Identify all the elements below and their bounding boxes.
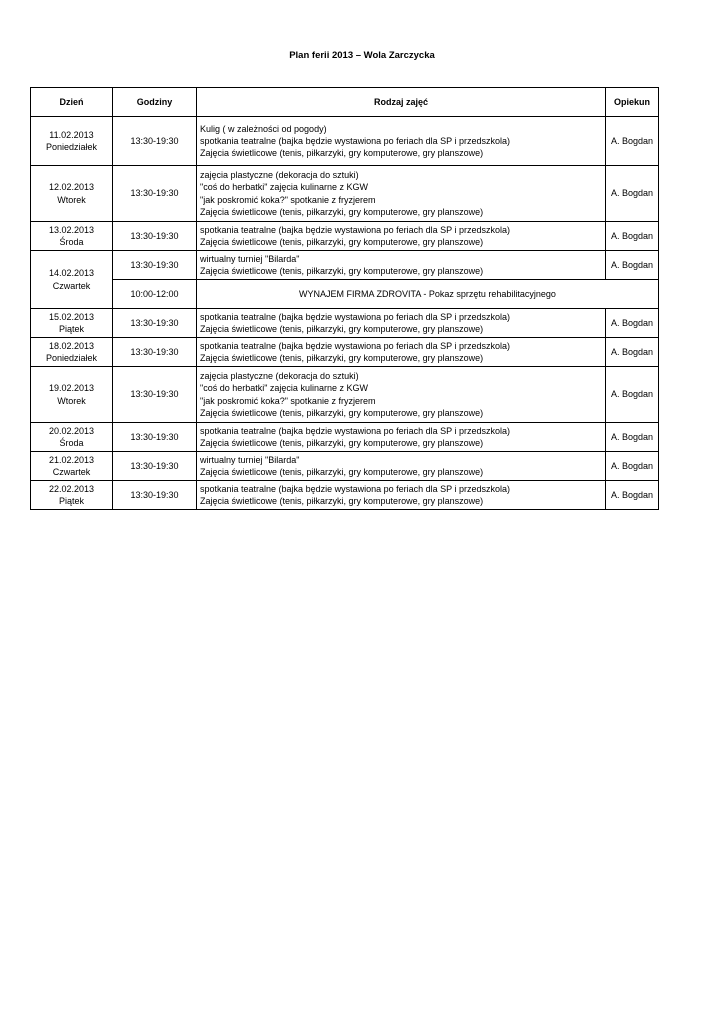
hours-cell: 13:30-19:30 — [113, 452, 197, 481]
activity-line: spotkania teatralne (bajka będzie wystawiona po feriach dla SP i przedszkola) — [200, 340, 511, 351]
guardian-cell: A. Bogdan — [606, 117, 659, 166]
weekday-text: Środa — [59, 438, 84, 448]
weekday-text: Wtorek — [57, 194, 86, 205]
date-text: 18.02.2013 — [48, 340, 95, 351]
day-cell — [31, 309, 113, 338]
activity-cell — [197, 251, 606, 280]
activity-line: zajęcia plastyczne (dekoracja do sztuki) — [200, 370, 359, 381]
table-row — [31, 481, 659, 510]
table-row — [31, 309, 659, 338]
hours-cell: 13:30-19:30 — [113, 251, 197, 280]
header-row — [31, 88, 659, 117]
table-row — [31, 338, 659, 367]
activity-line: "coś do herbatki" zajęcia kulinarne z KGW — [200, 383, 368, 394]
activity-line: spotkania teatralne (bajka będzie wystawiona po feriach dla SP i przedszkola) — [200, 425, 511, 436]
weekday-text: Środa — [59, 237, 84, 247]
activity-line: Zajęcia świetlicowe (tenis, piłkarzyki, gry komputerowe, gry planszowe) — [200, 324, 484, 334]
weekday-text: Piątek — [58, 496, 84, 506]
special-event-cell: WYNAJEM FIRMA ZDROVITA - Pokaz sprzętu rehabilitacyjnego — [197, 280, 659, 309]
activity-cell — [197, 423, 606, 452]
guardian-cell: A. Bogdan — [606, 452, 659, 481]
activity-cell — [197, 481, 606, 510]
column-header-guardian: Opiekun — [606, 88, 659, 117]
table-row — [31, 423, 659, 452]
activity-line: Zajęcia świetlicowe (tenis, piłkarzyki, gry komputerowe, gry planszowe) — [200, 496, 484, 506]
date-text: 22.02.2013 — [48, 483, 95, 494]
table-row — [31, 367, 659, 423]
activity-line: wirtualny turniej "Bilarda" — [200, 454, 300, 465]
activity-line: spotkania teatralne (bajka będzie wystawiona po feriach dla SP i przedszkola) — [200, 483, 511, 494]
date-text: 11.02.2013 — [49, 129, 94, 140]
weekday-text: Poniedziałek — [45, 142, 98, 152]
hours-cell: 13:30-19:30 — [113, 338, 197, 367]
day-cell — [31, 423, 113, 452]
activity-line: "jak poskromić koka?" spotkanie z fryzjerem — [200, 395, 376, 406]
weekday-text: Wtorek — [57, 395, 86, 406]
activity-line: zajęcia plastyczne (dekoracja do sztuki) — [200, 169, 359, 180]
day-cell — [31, 117, 113, 166]
activity-cell — [197, 117, 606, 166]
day-cell — [31, 251, 113, 309]
column-header-hours: Godziny — [113, 88, 197, 117]
date-text: 19.02.2013 — [48, 383, 95, 394]
activity-line: spotkania teatralne (bajka będzie wystawiona po feriach dla SP i przedszkola) — [200, 224, 511, 235]
guardian-cell: A. Bogdan — [606, 481, 659, 510]
table-row — [31, 222, 659, 251]
day-cell — [31, 166, 113, 222]
activity-line: spotkania teatralne (bajka będzie wystawiona po feriach dla SP i przedszkola) — [200, 135, 511, 146]
guardian-cell: A. Bogdan — [606, 423, 659, 452]
hours-cell: 13:30-19:30 — [113, 367, 197, 423]
day-cell — [31, 452, 113, 481]
table-row — [31, 251, 659, 280]
activity-line: "jak poskromić koka?" spotkanie z fryzjerem — [200, 194, 376, 205]
activity-line: "coś do herbatki" zajęcia kulinarne z KGW — [200, 182, 368, 193]
date-text: 21.02.2013 — [48, 454, 95, 465]
day-cell — [31, 338, 113, 367]
activity-cell — [197, 338, 606, 367]
guardian-cell: A. Bogdan — [606, 166, 659, 222]
hours-cell: 13:30-19:30 — [113, 423, 197, 452]
activity-line: wirtualny turniej "Bilarda" — [200, 253, 300, 264]
activity-cell — [197, 367, 606, 423]
activity-cell — [197, 452, 606, 481]
activity-line: Zajęcia świetlicowe (tenis, piłkarzyki, gry komputerowe, gry planszowe) — [200, 353, 484, 363]
column-header-activity: Rodzaj zajęć — [197, 88, 606, 117]
activity-line: Zajęcia świetlicowe (tenis, piłkarzyki, gry komputerowe, gry planszowe) — [200, 206, 484, 217]
day-cell — [31, 222, 113, 251]
table-row — [31, 166, 659, 222]
guardian-cell: A. Bogdan — [606, 222, 659, 251]
activity-cell — [197, 166, 606, 222]
day-cell — [31, 481, 113, 510]
activity-line: Zajęcia świetlicowe (tenis, piłkarzyki, gry komputerowe, gry planszowe) — [200, 148, 484, 159]
activity-line: Zajęcia świetlicowe (tenis, piłkarzyki, gry komputerowe, gry planszowe) — [200, 438, 484, 448]
weekday-text: Poniedziałek — [45, 353, 98, 363]
hours-cell: 13:30-19:30 — [113, 309, 197, 338]
activity-cell — [197, 309, 606, 338]
date-text: 12.02.2013 — [48, 182, 95, 193]
schedule-table — [30, 87, 659, 510]
guardian-cell: A. Bogdan — [606, 338, 659, 367]
day-cell — [31, 367, 113, 423]
column-header-day: Dzień — [31, 88, 113, 117]
date-text: 15.02.2013 — [48, 311, 95, 322]
table-row — [31, 452, 659, 481]
date-text: 20.02.2013 — [48, 425, 95, 436]
activity-line: Zajęcia świetlicowe (tenis, piłkarzyki, gry komputerowe, gry planszowe) — [200, 407, 484, 418]
hours-cell: 10:00-12:00 — [113, 280, 197, 309]
weekday-text: Czwartek — [52, 467, 91, 477]
activity-line: Zajęcia świetlicowe (tenis, piłkarzyki, gry komputerowe, gry planszowe) — [200, 237, 484, 247]
weekday-text: Czwartek — [52, 280, 91, 291]
date-text: 14.02.2013 — [48, 268, 95, 279]
activity-line: Zajęcia świetlicowe (tenis, piłkarzyki, gry komputerowe, gry planszowe) — [200, 266, 484, 276]
guardian-cell: A. Bogdan — [606, 367, 659, 423]
activity-line: spotkania teatralne (bajka będzie wystawiona po feriach dla SP i przedszkola) — [200, 311, 511, 322]
document-title: Plan ferii 2013 – Wola Zarczycka — [289, 50, 435, 61]
schedule-body — [31, 117, 659, 510]
hours-cell: 13:30-19:30 — [113, 117, 197, 166]
table-row — [31, 280, 659, 309]
activity-cell — [197, 222, 606, 251]
table-row — [31, 117, 659, 166]
activity-line: Kulig ( w zależności od pogody) — [200, 123, 327, 134]
activity-line: Zajęcia świetlicowe (tenis, piłkarzyki, gry komputerowe, gry planszowe) — [200, 467, 484, 477]
date-text: 13.02.2013 — [48, 224, 95, 235]
hours-cell: 13:30-19:30 — [113, 222, 197, 251]
guardian-cell: A. Bogdan — [606, 251, 659, 280]
hours-cell: 13:30-19:30 — [113, 166, 197, 222]
guardian-cell: A. Bogdan — [606, 309, 659, 338]
weekday-text: Piątek — [58, 324, 84, 334]
hours-cell: 13:30-19:30 — [113, 481, 197, 510]
